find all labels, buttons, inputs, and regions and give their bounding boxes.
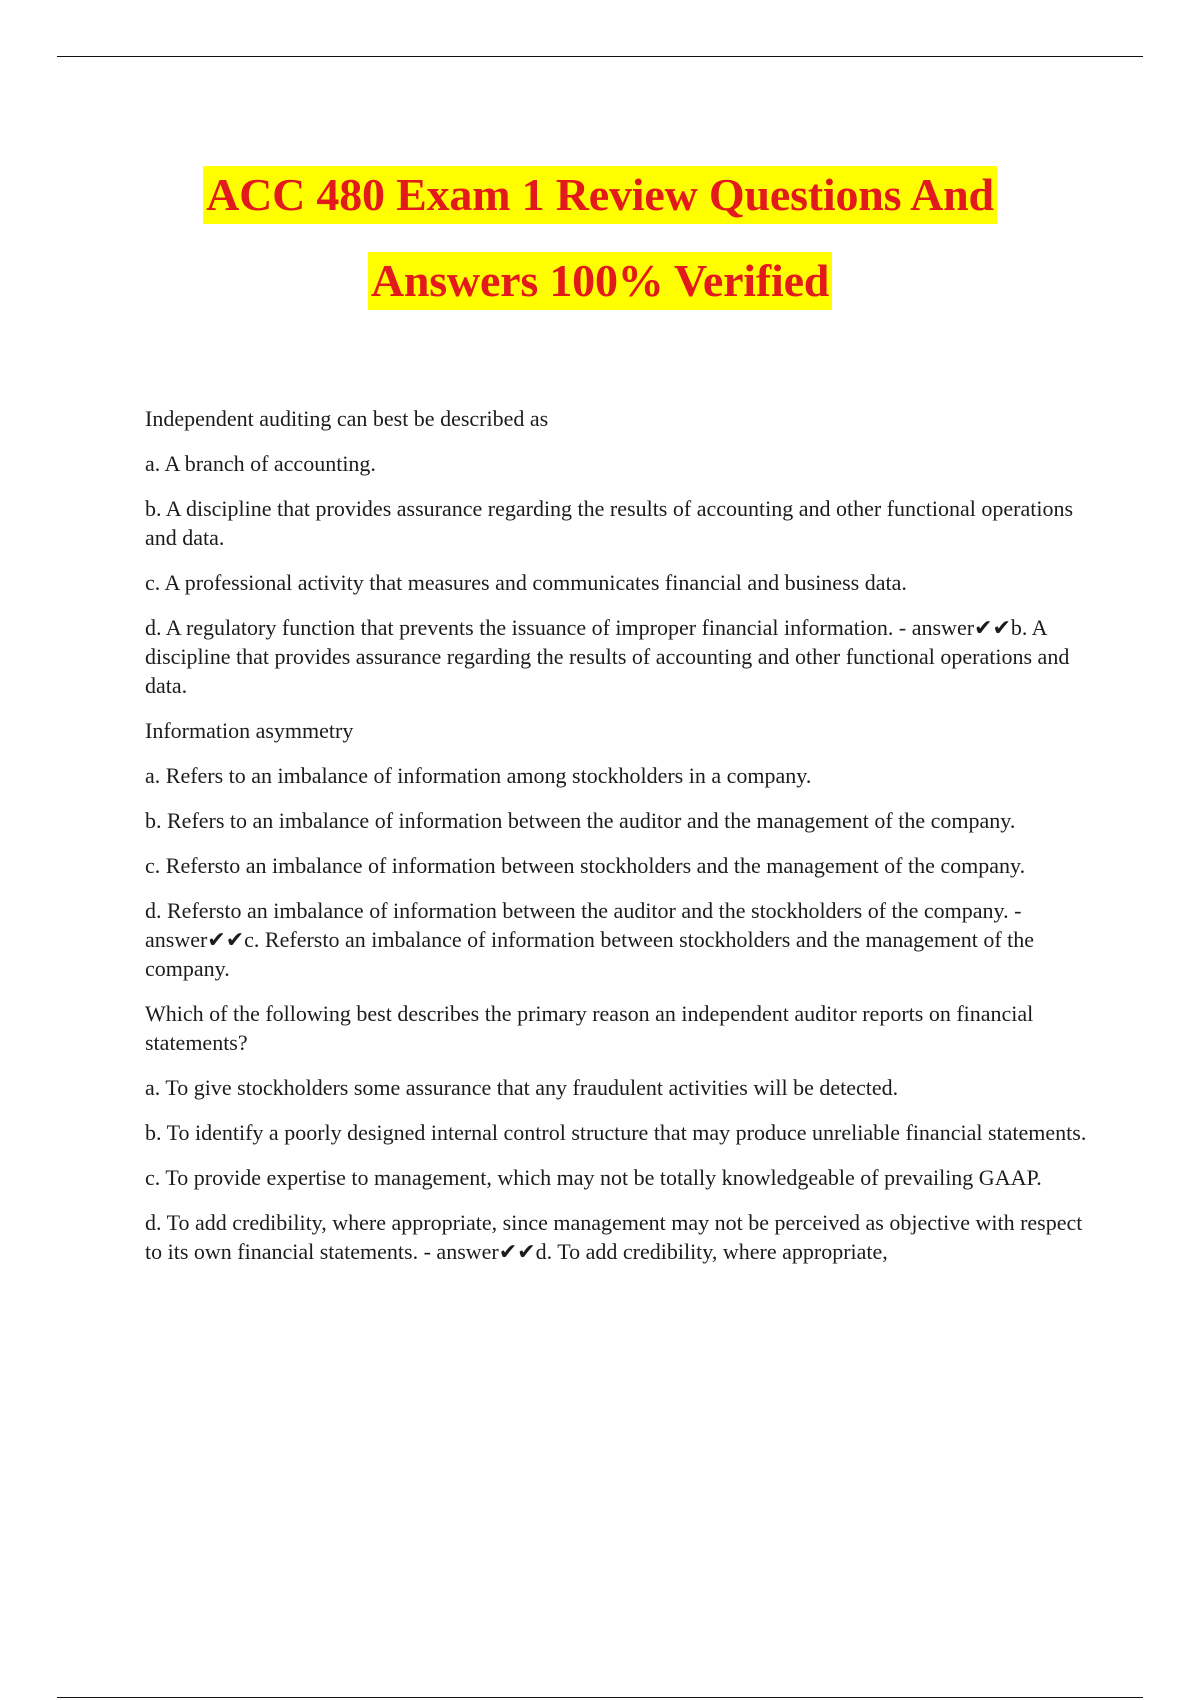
question-2-option-c: c. Refersto an imbalance of information between stockholders and the management of the company.: [145, 853, 1026, 878]
title-line-2: Answers 100% Verified: [368, 252, 832, 310]
question-3-option-d-answer: d. To add credibility, where appropriate, since management may not be perceived as objective with respect to its own financial statements. - answer✔✔d. To add credibility, where appropriate,: [145, 1210, 1083, 1264]
question-1-option-b: b. A discipline that provides assurance regarding the results of accounting and other functional operations and data.: [145, 496, 1074, 550]
title-line-1: ACC 480 Exam 1 Review Questions And: [203, 166, 997, 224]
question-1-stem: Independent auditing can best be described as: [145, 406, 549, 431]
question-1-option-c: c. A professional activity that measures and communicates financial and business data.: [145, 570, 907, 595]
question-3-option-b: b. To identify a poorly designed internal control structure that may produce unreliable financial statements.: [145, 1120, 1087, 1145]
document-title: [0, 166, 1200, 338]
question-2-option-b: b. Refers to an imbalance of information between the auditor and the management of the company.: [145, 808, 1016, 833]
question-2-option-d-answer: d. Refersto an imbalance of information between the auditor and the stockholders of the company. - answer✔✔c. Refersto an imbalance of information between stockholders and the management of the company.: [145, 898, 1035, 981]
question-3-stem: Which of the following best describes the primary reason an independent auditor reports on financial statements?: [145, 1001, 1034, 1055]
question-2-stem: Information asymmetry: [145, 718, 354, 743]
top-rule: [57, 56, 1143, 57]
document-body: [145, 404, 1095, 1282]
question-1-option-a: a. A branch of accounting.: [145, 451, 376, 476]
bottom-rule: [57, 1697, 1143, 1698]
question-3-option-c: c. To provide expertise to management, which may not be totally knowledgeable of prevailing GAAP.: [145, 1165, 1042, 1190]
question-3-option-a: a. To give stockholders some assurance that any fraudulent activities will be detected.: [145, 1075, 899, 1100]
question-2-option-a: a. Refers to an imbalance of information among stockholders in a company.: [145, 763, 812, 788]
question-1-option-d-answer: d. A regulatory function that prevents the issuance of improper financial information. - answer✔✔b. A discipline that provides assurance regarding the results of accounting and other functional operations and data.: [145, 615, 1070, 698]
